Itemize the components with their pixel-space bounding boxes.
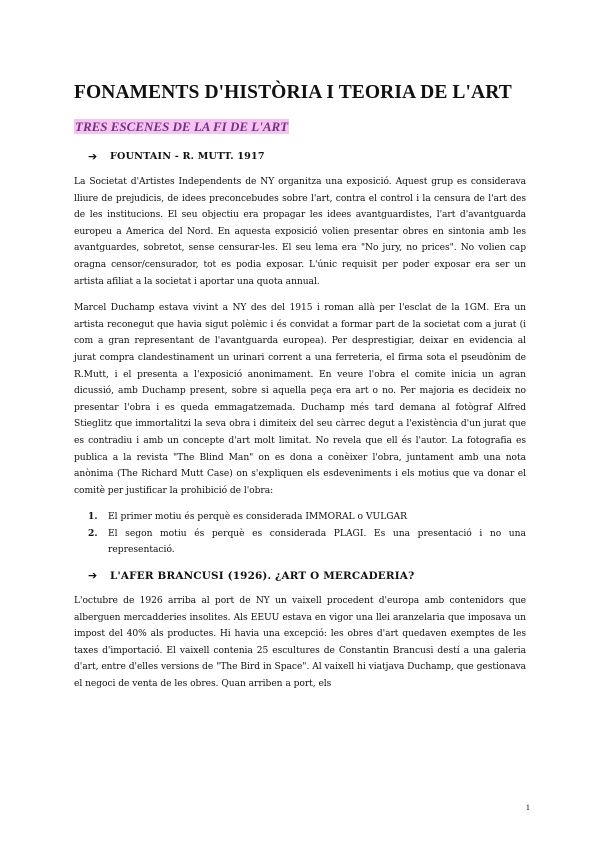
section-heading-text: L'AFER BRANCUSI (1926). ¿ART O MERCADERIA? xyxy=(110,570,415,583)
document-title: FONAMENTS D'HISTÒRIA I TEORIA DE L'ART xyxy=(74,82,512,103)
page-number: 1 xyxy=(525,802,530,812)
list-item xyxy=(74,509,526,526)
reasons-list xyxy=(74,509,526,559)
list-number: 2. xyxy=(88,527,98,539)
arrow-right-icon: ➔ xyxy=(88,150,98,163)
document-subtitle xyxy=(74,118,526,136)
list-text: El segon motiu és perquè es considerada PLAGI. Es una presentació i no una representació. xyxy=(108,528,526,556)
section-heading-text: FOUNTAIN - R. MUTT. 1917 xyxy=(110,151,265,162)
section-heading-fountain xyxy=(88,148,526,166)
section-heading-brancusi xyxy=(88,567,526,585)
list-item xyxy=(74,526,526,559)
paragraph-fountain-1: La Societat d'Artistes Independents de NY organitza una exposició. Aquest grup es considerava lliure de prejudicis, de idees preconcebudes sobre l'art, contra el control i la censura de l'art des de les institucions. El seu objectiu era propagar les idees avantguardistes, l'art d'avantguarda europeu a America del Nord. En aquesta exposició volien presentar obres en sintonia amb les avantguardes, sobretot, sense censurar-les. El seu lema era "No jury, no prices". No volien cap oragna censor/censurador, tot es podia exposar. L'únic requisit per poder exposar era ser un artista afiliat a la societat i aportar una quota annual. xyxy=(74,177,526,287)
arrow-right-icon: ➔ xyxy=(88,569,98,583)
paragraph-fountain-2: Marcel Duchamp estava vivint a NY des del 1915 i roman allà per l'esclat de la 1GM. Era un artista reconegut que havia sigut polèmic i és convidat a formar part de la societat com a jurat (i com a gran representant de l'avantguarda europea). Per desprestigiar, deixar en evidencia al jurat compra clandestinament un urinari corrent a una ferreteria, el firma sota el pseudònim de R.Mutt, i el presenta a l'exposició anonimament. En veure l'obra el comite inicia un agran dicussió, amb Duchamp present, sobre si aquella peça era art o no. Per majoria es decideix no presentar l'obra i es queda emmagatzemada. Duchamp més tard demana al fotògraf Alfred Stieglitz que immortalitzi la seva obra i dimiteix del seu càrrec degut a l'existència d'un jurat que es contradiu i amb un concepte d'art molt limitat. No revela que ell és l'autor. La fotografia es publica a la revista "The Blind Man" on es dona a conèixer l'obra, juntament amb una nota anònima (The Richard Mutt Case) on s'expliquen els esdeveniments i els motius que va donar el comitè per justificar la prohibició de l'obra: xyxy=(74,303,526,496)
list-number: 1. xyxy=(88,511,98,523)
list-text: El primer motiu és perquè es considerada IMMORAL o VULGAR xyxy=(108,512,407,523)
subtitle-highlight: TRES ESCENES DE LA FI DE L'ART xyxy=(75,119,289,134)
paragraph-brancusi-1: L'octubre de 1926 arriba al port de NY un vaixell procedent d'europa amb contenidors que alberguen mercadderies insolites. Als EEUU estava en vigor una llei aranzelaria que imposava un impost del 40% als productes. Hi havia una excepció: les obres d'art quedaven exemptes de les taxes d'importació. El vaixell contenia 25 escultures de Constantin Brancusi destí a una galeria d'art, entre d'elles versions de "The Bird in Space". Al vaixell hi viatjava Duchamp, que gestionava el negoci de venta de les obres. Quan arriben a port, els xyxy=(74,596,526,690)
